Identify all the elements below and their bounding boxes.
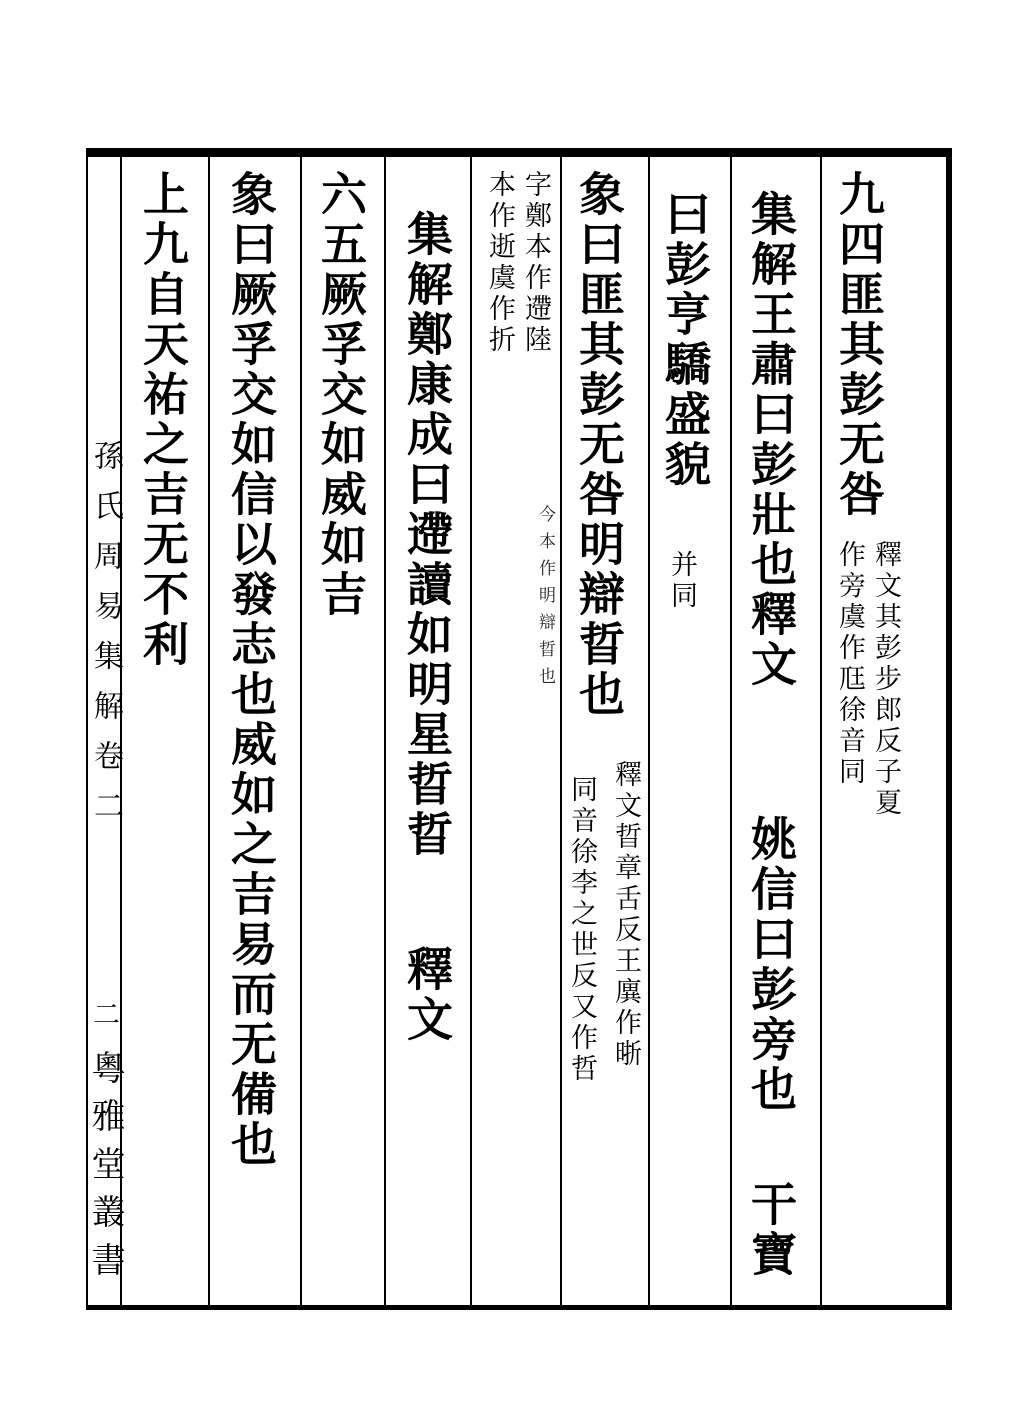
text-column-7: 六五厥孚交如威如吉 [314, 170, 368, 620]
text-column-6: 集解鄭康成曰遰讀如明星晢晢 [400, 210, 454, 860]
annotation-column: 作旁虞作尫徐音同 [834, 540, 865, 788]
annotation-column: 同音徐李之世反又作哲 [566, 775, 597, 1085]
annotation-column: 本作逝虞作折 [484, 170, 515, 356]
text-column-2-cont: 姚信曰彭旁也 [744, 815, 798, 1115]
publisher-imprint: 粵雅堂叢書 [85, 1050, 125, 1290]
handwritten-note: 今本作明辯晢也 [535, 505, 555, 694]
text-column-2-cont: 干寶 [744, 1180, 798, 1280]
page-border [86, 148, 952, 1310]
folio-number: 二 [88, 1000, 119, 1031]
text-column-1: 九四匪其彭无咎 [832, 170, 886, 520]
column-rule [300, 157, 302, 1307]
annotation-column: 并同 [666, 550, 697, 612]
text-column-8: 象曰厥孚交如信以發志也威如之吉易而无備也 [224, 170, 278, 1170]
column-rule [820, 157, 822, 1307]
text-column-4: 象曰匪其彭无咎明辯晢也 [572, 170, 626, 720]
column-rule [384, 157, 386, 1307]
annotation-column: 字鄭本作遰陸 [520, 170, 551, 356]
annotation-column: 釋文晢章舌反王廙作晣 [610, 760, 641, 1070]
column-rule [560, 157, 562, 1307]
text-column-6-cont: 釋文 [400, 945, 454, 1045]
column-rule [648, 157, 650, 1307]
text-column-9: 上九自天祐之吉无不利 [136, 170, 190, 670]
column-rule [208, 157, 210, 1307]
text-column-3: 曰彭亨驕盛貌 [658, 190, 712, 490]
column-rule [470, 157, 472, 1307]
margin-title: 孫氏周易集解卷二 [88, 440, 123, 840]
annotation-column: 釋文其彭步郎反子夏 [870, 540, 901, 819]
column-rule [730, 157, 732, 1307]
text-column-2: 集解王肅曰彭壯也釋文 [744, 190, 798, 690]
